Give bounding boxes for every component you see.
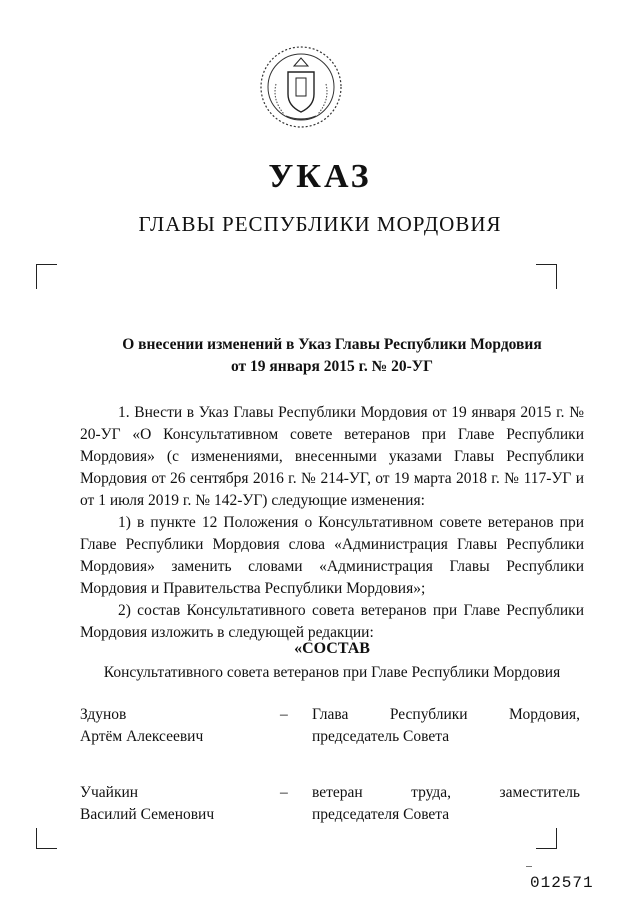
corner-mark-top-left	[36, 264, 57, 289]
decree-heading	[80, 334, 584, 378]
paragraph-3: 2) состав Консультативного совета ветеранов при Главе Республики Мордовия изложить в следующей редакции:	[80, 602, 584, 641]
member-dash: –	[280, 706, 288, 723]
document-number-mark	[526, 866, 532, 870]
member-given-names: Артём Алексеевич	[80, 728, 204, 745]
decree-heading-line-1: О внесении изменений в Указ Главы Республики Мордовия	[122, 336, 542, 353]
member-name	[80, 704, 270, 748]
corner-mark-bottom-left	[36, 828, 57, 849]
coat-of-arms-emblem-icon	[258, 44, 344, 130]
member-dash: –	[280, 784, 288, 801]
corner-mark-bottom-right	[536, 828, 557, 849]
issuer-title: ГЛАВЫ РЕСПУБЛИКИ МОРДОВИЯ	[138, 212, 502, 236]
member-name	[80, 782, 270, 826]
member-surname: Учайкин	[80, 784, 139, 801]
corner-mark-top-right	[536, 264, 557, 289]
decree-heading-line-2: от 19 января 2015 г. № 20-УГ	[231, 358, 433, 375]
member-surname: Здунов	[80, 706, 127, 723]
composition-subtitle: Консультативного совета ветеранов при Главе Республики Мордовия	[103, 664, 561, 681]
paragraph-1: 1. Внести в Указ Главы Республики Мордовия от 19 января 2015 г. № 20-УГ «О Консультативном совете ветеранов при Главе Республики Мордовия» (с изменениями, внесенными указами Главы Республики Мордовия от 26 сентября 2016 г. № 214-УГ, от 19 марта 2018 г. № 117-УГ и от 1 июля 2019 г. № 142-УГ) следующие изменения:	[80, 404, 584, 509]
member-role: Глава Республики Мордовия, председатель Совета	[312, 706, 580, 745]
document-title: УКАЗ	[268, 158, 372, 195]
decree-body	[80, 402, 584, 644]
document-number: 012571	[530, 874, 594, 892]
composition-title: «СОСТАВ	[294, 640, 370, 657]
member-role: ветеран труда, заместитель председателя Совета	[312, 784, 580, 823]
member-given-names: Василий Семенович	[80, 806, 215, 823]
paragraph-2: 1) в пункте 12 Положения о Консультативном совете ветеранов при Главе Республики Мордовия слова «Администрация Главы Республики Мордовия» заменить словами «Администрация Главы Республики Мордовия и Правительства Республики Мордовия»;	[80, 514, 584, 597]
